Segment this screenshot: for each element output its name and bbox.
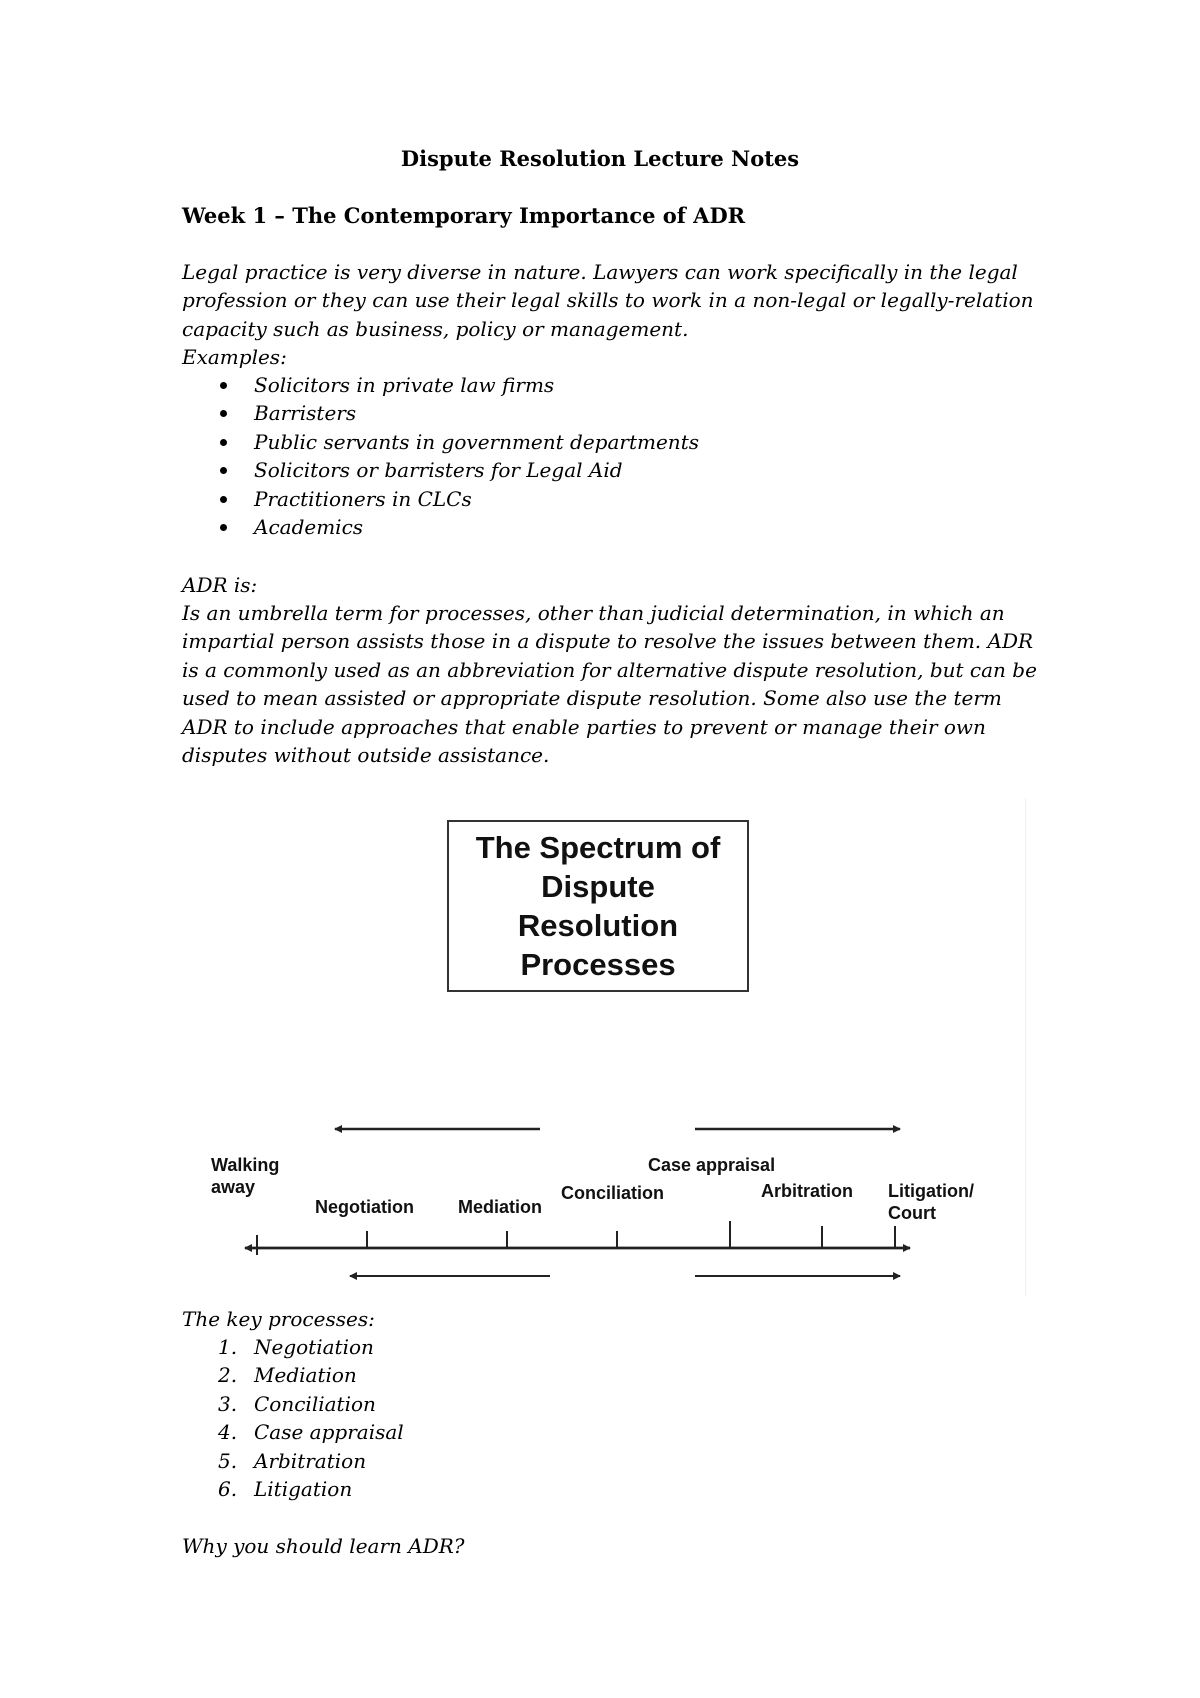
list-item-text: Solicitors or barristers for Legal Aid [254, 458, 623, 483]
list-item [182, 1390, 404, 1418]
bullet-icon [220, 439, 227, 446]
spectrum-figure [205, 798, 1025, 1296]
list-item [182, 1475, 404, 1503]
key-processes-list [182, 1333, 404, 1503]
list-item [182, 456, 699, 484]
list-item [182, 513, 699, 541]
label-litigation-court: Litigation/ Court [888, 1181, 974, 1223]
list-item-text: Solicitors in private law firms [254, 373, 555, 397]
examples-list [182, 371, 699, 541]
bullet-icon [220, 382, 227, 389]
list-item-text: Barristers [254, 401, 357, 426]
list-item-text: Practitioners in CLCs [254, 486, 472, 511]
document-title: Dispute Resolution Lecture Notes [400, 146, 800, 171]
bullet-icon [220, 410, 227, 417]
list-number: 1. [218, 1335, 238, 1359]
list-item [182, 1447, 404, 1475]
label-conciliation: Conciliation [561, 1183, 664, 1203]
label-negotiation: Negotiation [315, 1197, 414, 1217]
list-item [182, 399, 699, 427]
list-item-text: Litigation [254, 1476, 353, 1501]
label-mediation: Mediation [458, 1197, 542, 1217]
list-number: 6. [218, 1476, 238, 1501]
list-number: 5. [218, 1448, 238, 1473]
intro-paragraph: Legal practice is very diverse in nature. Lawyers can work specifically in the legal profession or they can use their legal skills to work in a non-legal or legally-relation capacity such as business, policy or management. [182, 260, 1034, 341]
list-item-text: Case appraisal [254, 1420, 404, 1445]
bullet-icon [220, 467, 227, 474]
list-item-text: Negotiation [254, 1335, 374, 1359]
why-learn-adr-heading: Why you should learn ADR? [182, 1534, 465, 1558]
list-item [182, 371, 699, 399]
list-item [182, 428, 699, 456]
label-case-appraisal: Case appraisal [648, 1155, 776, 1175]
label-arbitration: Arbitration [761, 1181, 853, 1201]
examples-label: Examples: [182, 345, 287, 369]
list-item-text: Mediation [254, 1363, 357, 1388]
list-number: 3. [218, 1391, 238, 1416]
list-number: 4. [218, 1420, 238, 1445]
list-item-text: Arbitration [254, 1448, 367, 1473]
list-item [182, 485, 699, 513]
adr-definition-paragraph: Is an umbrella term for processes, other than judicial determination, in which an impartial person assists those in a dispute to resolve the issues between them. ADR is a commonly used as an abbreviation for alternative dispute resolution, but can be used to mean assisted or appropriate dispute resolution. Some also use the term ADR to include approaches that enable parties to prevent or manage their own disputes without outside assistance. [182, 601, 1037, 768]
week-heading: Week 1 – The Contemporary Importance of ADR [182, 203, 746, 228]
adr-label: ADR is: [182, 573, 258, 597]
key-processes-label: The key processes: [182, 1307, 375, 1331]
list-item [182, 1333, 404, 1361]
list-number: 2. [218, 1363, 238, 1388]
list-item-text: Public servants in government departments [254, 429, 699, 454]
list-item [182, 1418, 404, 1446]
spectrum-title: The Spectrum of Dispute Resolution Processes [475, 830, 721, 982]
label-walking-away: Walking away [211, 1155, 280, 1197]
list-item-text: Conciliation [254, 1391, 376, 1416]
bullet-icon [220, 524, 227, 531]
list-item [182, 1361, 404, 1389]
bullet-icon [220, 496, 227, 503]
list-item-text: Academics [254, 514, 364, 539]
